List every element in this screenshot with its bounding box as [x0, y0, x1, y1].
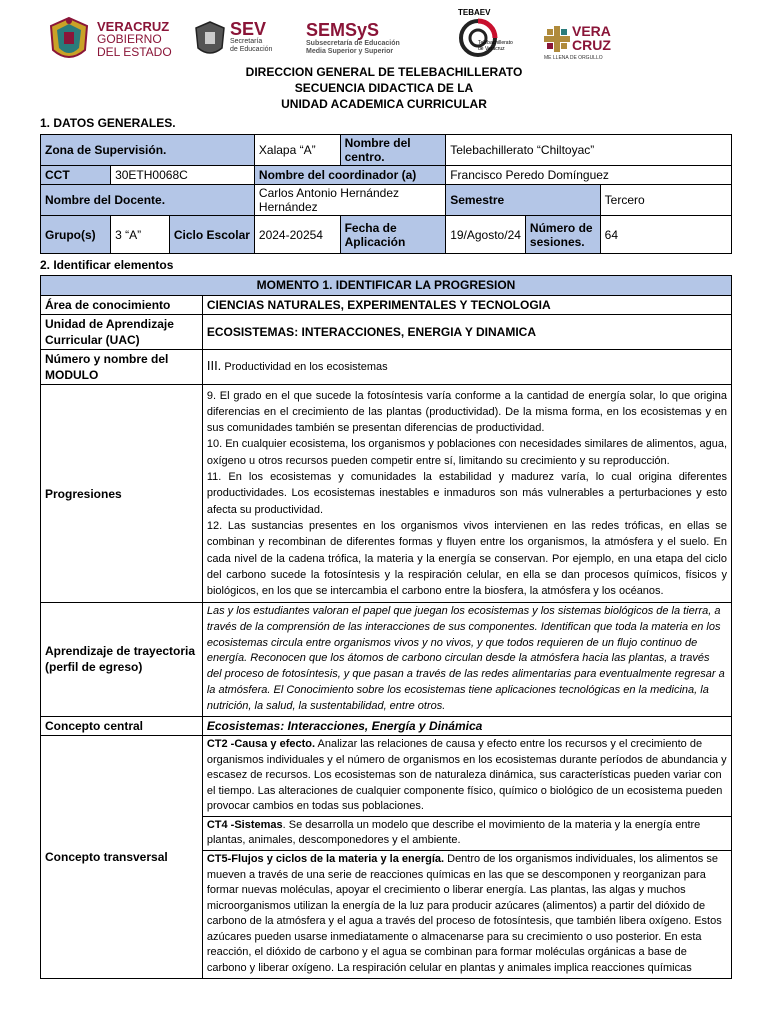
semestre-label: Semestre	[446, 185, 600, 216]
central-label: Concepto central	[41, 716, 203, 736]
progresion-item: 9. El grado en el que sucede la fotosíntesis varía conforme a la cantidad de energía solar, lo que origina diferencias en el crecimiento de las plantas (productividad). De la misma forma, en los ecosistemas y en sus comunidades también se presentan diferencias de productividad.	[206, 389, 727, 435]
tebaev-logo-name: TEBAEV	[458, 8, 491, 17]
veracruz-brand-sub: ME LLENA DE ORGULLO	[544, 55, 603, 61]
uac-label: Unidad de Aprendizaje Curricular (UAC)	[41, 315, 203, 350]
ct2-title: CT2 -Causa y efecto.	[206, 738, 316, 751]
ciclo-label: Ciclo Escolar	[169, 216, 254, 254]
ct5-title: CT5-Flujos y ciclos de la materia y la energía.	[206, 853, 445, 866]
ct2-text: Analizar las relaciones de causa y efecto entre los recursos y el crecimiento de organismos individuales y el número de organismos en los ecosistemas durante períodos de abundancia y escasez de recursos. Los ecosistemas son de naturaleza dinámica, sus características pueden variar con el tiempo. Las alteraciones de cualquier componente físico, químico o biológico de un ecosistema pueden provocar cambios en todas sus poblaciones.	[206, 738, 727, 813]
section1-title: 1. DATOS GENERALES.	[40, 116, 176, 130]
header-line3: UNIDAD ACADEMICA CURRICULAR	[281, 97, 487, 111]
progresion-item: 10. En cualquier ecosistema, los organismos y poblaciones con necesidades similares de alimentos, agua, oxígeno u otros recursos pueden competir entre sí, limitando su crecimiento y su reproducción.	[206, 438, 727, 467]
uac-value: ECOSISTEMAS: INTERACCIONES, ENERGIA Y DINAMICA	[202, 315, 731, 350]
sev-logo-name: SEV	[230, 19, 267, 39]
header-line2: SECUENCIA DIDACTICA DE LA	[294, 81, 474, 95]
fecha-value: 19/Agosto/24	[446, 216, 526, 254]
ciclo-value: 2024-20254	[254, 216, 340, 254]
grupo-label: Grupo(s)	[41, 216, 111, 254]
docente-value: Carlos Antonio Hernández Hernández	[254, 185, 445, 216]
semsys-logo-name: SEMSyS	[306, 20, 380, 40]
sev-logo-sub2: de Educación	[230, 46, 273, 53]
trayectoria-label: Aprendizaje de trayectoria (perfil de egreso)	[41, 603, 203, 717]
momento-header: MOMENTO 1. IDENTIFICAR LA PROGRESION	[41, 276, 732, 296]
section2-title: 2. Identificar elementos	[40, 258, 174, 272]
tebaev-emblem-icon	[458, 18, 498, 58]
area-value: CIENCIAS NATURALES, EXPERIMENTALES Y TECNOLOGIA	[202, 295, 731, 315]
veracruz-brand-line2: CRUZ	[572, 37, 611, 53]
docente-label: Nombre del Docente.	[41, 185, 255, 216]
centro-label: Nombre del centro.	[340, 135, 446, 166]
ct4-title: CT4 -Sistemas	[206, 818, 283, 831]
coat-of-arms-icon	[45, 16, 93, 66]
modulo-number: III.	[206, 358, 222, 374]
trayectoria-value: Las y los estudiantes valoran el papel que juegan los ecosistemas y los sistemas biológicos de la tierra, a través de la comprensión de las interacciones de sus componentes. Identifican que toda la materia en los ecosistemas circula entre organismos vivos y no vivos, y que todos requieren de un flujo continuo de energía. Reconocen que los átomos de carbono circulan desde la atmósfera hacia las plantas, a través del proceso de fotosíntesis, y que pasan a través de las redes alimentarias para eventualmente regresar a la atmósfera. El Conocimiento sobre los ecosistemas tiene aplicaciones tecnológicas en la medicina, la nutrición, la salud, la sustentabilidad, entre otros.	[202, 603, 731, 717]
ct4-text: . Se desarrolla un modelo que describe el movimiento de la materia y la energía entre plantas, animales, descomponedores y el ambiente.	[206, 818, 701, 847]
header-line1: DIRECCION GENERAL DE TELEBACHILLERATO	[245, 65, 523, 79]
modulo-value: Productividad en los ecosistemas	[224, 361, 388, 374]
area-label: Área de conocimiento	[41, 295, 203, 315]
veracruz-logo-line1: VERACRUZ	[97, 19, 170, 34]
cct-value: 30ETH0068C	[111, 166, 255, 185]
coordinador-value: Francisco Peredo Domínguez	[446, 166, 732, 185]
document-header	[0, 64, 768, 112]
progresion-item: 12. Las sustancias presentes en los organismos vivos intervienen en las redes tróficas, en ellas se combinan y recombinan de diferentes formas y fluyen entre los organismos, la atmósfera y el suelo. En cada nivel de la cadena trófica, la materia y la energía se conservan. Por ejemplo, en una etapa del ciclo del carbono sucede la fotosíntesis y la respiración celular, en ella se dan procesos químicos, físicos y biológicos, en los que se intercambia el carbono entre la biosfera, la atmósfera y los océanos.	[206, 519, 727, 598]
veracruz-star-icon	[544, 26, 570, 52]
ct5-text: Dentro de los organismos individuales, los alimentos se mueven a través de una serie de reacciones químicas en las que se descomponen y reorganizan para formar nuevas moléculas, apoyar el crecimiento o liberar energía. Las plantas, las algas y muchos microorganismos utilizan la energía de la luz para producir azúcares (alimentos) a partir del dióxido de carbono de la atmósfera y el agua a través del proceso de fotosíntesis, que también libera oxígeno. Estos azúcares pueden usarse inmediatamente o almacenarse para su crecimiento o uso posterior. En esta reacción, el dióxido de carbono y el agua se combinan para formar moléculas orgánicas a base de carbono y liberar oxígeno. La respiración celular en plantas y animales implica reacciones químicas	[206, 853, 722, 974]
transversal-label: Concepto transversal	[41, 736, 203, 979]
cct-label: CCT	[41, 166, 111, 185]
grupo-value: 3 “A”	[111, 216, 170, 254]
zona-label: Zona de Supervisión.	[41, 135, 255, 166]
fecha-label: Fecha de Aplicación	[340, 216, 446, 254]
identificar-elementos-table	[40, 275, 732, 979]
progresiones-cell	[202, 385, 731, 603]
ct5-cell	[202, 850, 731, 978]
sev-emblem-icon	[192, 20, 228, 60]
modulo-cell	[202, 350, 731, 385]
tebaev-logo-sub: Telebachillerato de Veracruz	[478, 40, 513, 52]
veracruz-logo-line3: DEL ESTADO	[97, 45, 172, 59]
progresiones-label: Progresiones	[41, 385, 203, 603]
semsys-logo-sub2: Media Superior y Superior	[306, 48, 394, 55]
veracruz-brand-line1: VERA	[572, 23, 611, 39]
semsys-logo-sub1: Subsecretaría de Educación	[306, 40, 400, 47]
progresion-item: 11. En los ecosistemas y comunidades la estabilidad y madurez varía, lo cual origina diferentes productividades. Los ecosistemas inestables e inmaduros son más vulnerables a perturbaciones y esto afecta su productividad.	[206, 471, 727, 516]
veracruz-logo-line2: GOBIERNO	[97, 32, 162, 46]
centro-value: Telebachillerato “Chiltoyac”	[446, 135, 732, 166]
sev-logo-sub1: Secretaría	[230, 38, 263, 45]
sesiones-value: 64	[600, 216, 731, 254]
sesiones-label: Número de sesiones.	[525, 216, 600, 254]
coordinador-label: Nombre del coordinador (a)	[254, 166, 445, 185]
ct4-cell	[202, 816, 731, 850]
central-value: Ecosistemas: Interacciones, Energía y Dinámica	[202, 716, 731, 736]
semestre-value: Tercero	[600, 185, 731, 216]
zona-value: Xalapa “A”	[254, 135, 340, 166]
datos-generales-table	[40, 134, 732, 254]
ct2-cell	[202, 736, 731, 817]
modulo-label: Número y nombre del MODULO	[41, 350, 203, 385]
